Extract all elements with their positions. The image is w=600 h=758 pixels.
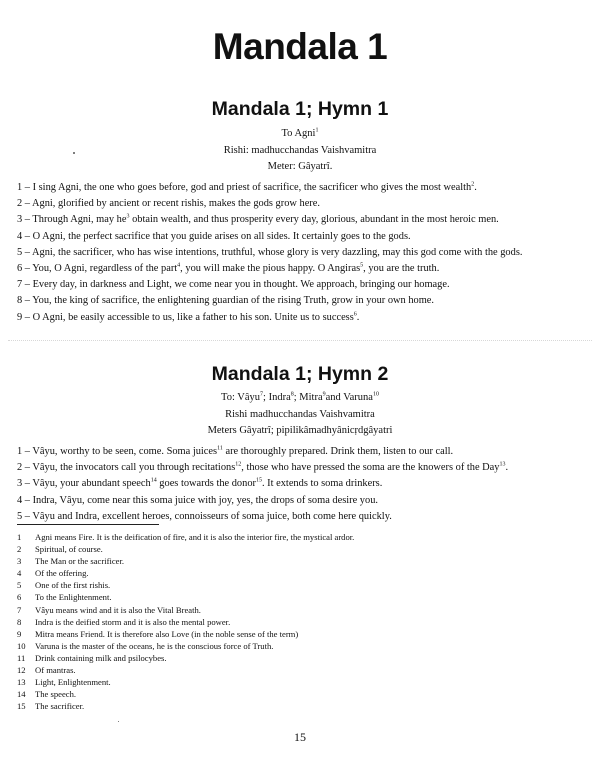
verse: 4 – Indra, Vâyu, come near this soma juice with joy, yes, the drops of soma desire you. (17, 494, 378, 506)
footnote: 10 Varuna is the master of the oceans, he is the conscious force of Truth. (17, 640, 274, 651)
verse: 3 – Through Agni, may $he^3$ obtain wealth, and thus prosperity every day, glorious, abundant in the most heroic men. (17, 213, 499, 226)
verse: 9 – O Agni, be easily accessible to us, like a father to his son. Unite us to success$^6$. (17, 311, 360, 323)
verse: 2 – Agni, glorified by ancient or recent rishis, makes the gods grow here. (17, 198, 320, 210)
verse: 6 – You, O Agni, regardless of the part$^4$, you will make the pious happy. O Angiras$^5$, you are the truth. (17, 262, 440, 275)
hymn-2-meter: Meters Gâyatrî; pipilikâmadhyânicṛdgâyatri (207, 425, 393, 436)
footnote: 9 Mitra means Friend. It is therefore also Love (in the noble sense of the term) (17, 628, 299, 639)
footnote: 7 Vâyu means wind and it is also the Vital Breath. (17, 604, 201, 615)
footnote: 11 Drink containing milk and psilocybes. (17, 652, 167, 663)
hymn-2-rishi: Rishi madhucchandas Vaishvamitra (225, 408, 375, 420)
verse: 7 – Every day, in darkness and Light, we come near you in thought. We approach, bringing our homage. (17, 279, 450, 291)
verse: 2 – Vâyu, the invocators call you through recitations$^{12}$, those who have pressed the soma are the knowers of the Day$^{13}$. (17, 461, 509, 474)
footnote: 3 The Man or the sacrificer. (17, 556, 125, 567)
hymn-1-rishi: Rishi: madhucchandas Vaishvamitra (223, 144, 377, 156)
footnote: 2 Spiritual, of course. (17, 544, 103, 555)
section-divider (8, 340, 592, 341)
hymn-1-title: Mandala 1; Hymn 1 (211, 98, 389, 120)
footnote: 4 Of the offering. (17, 568, 89, 579)
page-title: Mandala 1 (212, 26, 388, 67)
footnote-rule (17, 524, 159, 525)
verse: 1 – I sing Agni, the one who goes before, god and priest of sacrifice, the sacrificer who gives the most wealth$^2$. (17, 181, 477, 193)
footnote: 15 The sacrificer. (17, 701, 85, 712)
page-number: 15 (294, 730, 306, 744)
hymn-2-dedication: To: Vâyu$^7$; Indra$^8$; Mitra$^9$and Varuna$^{10}$ (221, 391, 379, 403)
footnote: 8 Indra is the deified storm and it is also the mental power. (17, 616, 231, 627)
verse: 5 – Agni, the sacrificer, who has wise intentions, truthful, whose glory is very dazzling, may this god come with the gods. (17, 246, 523, 258)
footnote: 13 Light, Enlightenment. (17, 677, 111, 688)
scan-speck (73, 152, 75, 154)
hymn-1-meter: Meter: Gâyatrî. (267, 161, 333, 172)
hymn-2-title: Mandala 1; Hymn 2 (211, 363, 389, 385)
verse: 4 – O Agni, the perfect sacrifice that you guide arises on all sides. It certainly goes to the gods. (17, 230, 411, 242)
hymn-1-header (0, 126, 600, 176)
verse: 8 – You, the king of sacrifice, the enlightening guardian of the rising Truth, grow in your own home. (17, 295, 435, 307)
hymn-2-verses (17, 444, 587, 525)
footnote: 1 Agni means Fire. It is the deification of fire, and it is also the interior fire, the mystical ardor. (17, 532, 355, 542)
hymn-1-dedication: To Agni$^1$ (281, 127, 319, 139)
hymn-2-header (0, 390, 600, 440)
verse: 3 – Vâyu, your abundant speech$^{14}$ goes towards the donor$^{15}$. It extends to soma drinkers. (17, 477, 383, 490)
footnote: 5 One of the first rishis. (17, 580, 111, 591)
footnotes (17, 531, 577, 712)
scan-speck (118, 721, 119, 722)
verse: 1 – Vâyu, worthy to be seen, come. Soma juices$^{11}$ are thoroughly prepared. Drink them, listen to our call. (17, 445, 454, 457)
footnote: 12 Of mantras. (17, 665, 76, 676)
footnote: 14 The speech. (17, 689, 77, 700)
footnote: 6 To the Enlightenment. (17, 592, 112, 603)
verse: 5 – Vâyu and Indra, excellent heroes, connoisseurs of soma juice, both come here quickly. (17, 510, 392, 522)
hymn-1-verses (17, 180, 587, 326)
